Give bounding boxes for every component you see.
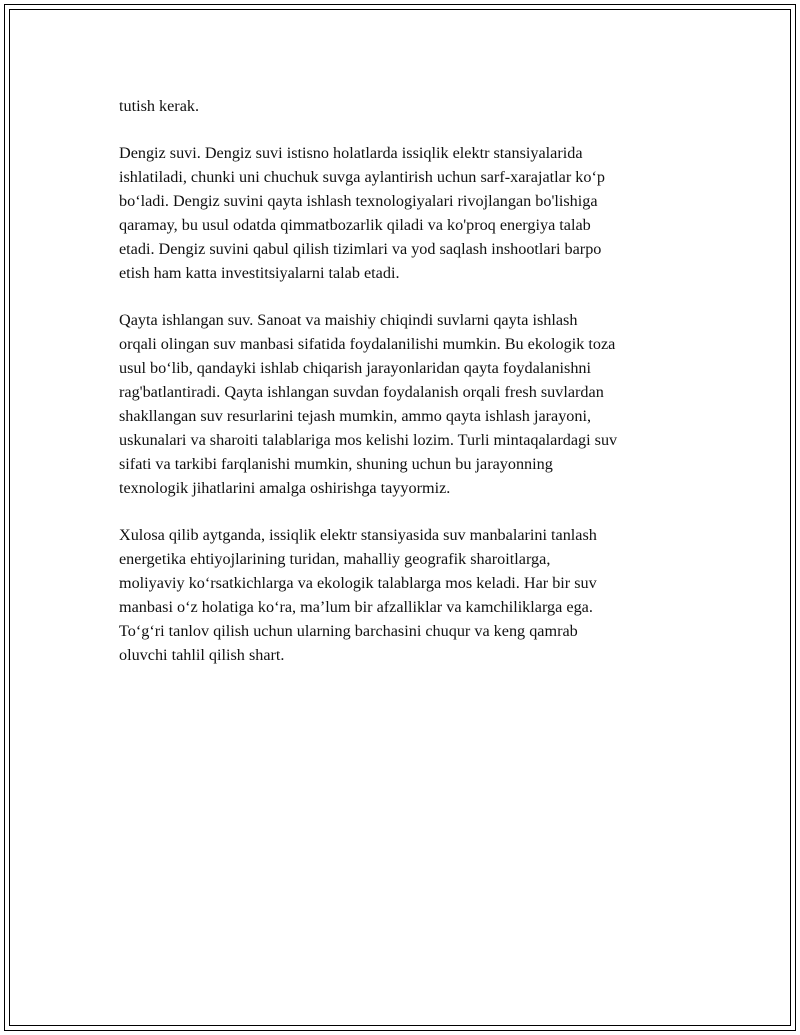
document-body <box>119 94 699 690</box>
paragraph-recycled-water: Qayta ishlangan suv. Sanoat va maishiy chiqindi suvlarni qayta ishlash orqali olingan suv manbasi sifatida foydalanilishi mumkin. Bu ekologik toza usul bo‘lib, qandayki ishlab chiqarish jarayonlaridan qayta foydalanishni rag'batlantiradi. Qayta ishlangan suvdan foydalanish orqali fresh suvlardan shakllangan suv resurlarini tejash mumkin, ammo qayta ishlash jarayoni, uskunalari va sharoiti talablariga mos kelishi lozim. Turli mintaqalardagi suv sifati va tarkibi farqlanishi mumkin, shuning uchun bu jarayonning texnologik jihatlarini amalga oshirishga tayyormiz. <box>119 311 618 497</box>
paragraph-conclusion: Xulosa qilib aytganda, issiqlik elektr stansiyasida suv manbalarini tanlash energetika ehtiyojlarining turidan, mahalliy geografik sharoitlarga, moliyaviy ko‘rsatkichlarga va ekologik talablarga mos keladi. Har bir suv manbasi o‘z holatiga ko‘ra, ma’lum bir afzalliklar va kamchiliklarga ega. To‘g‘ri tanlov qilish uchun ularning barchasini chuqur va keng qamrab oluvchi tahlil qilish shart. <box>119 526 597 664</box>
paragraph-sea-water: Dengiz suvi. Dengiz suvi istisno holatlarda issiqlik elektr stansiyalarida ishlatiladi, chunki uni chuchuk suvga aylantirish uchun sarf-xarajatlar ko‘p bo‘ladi. Dengiz suvini qayta ishlash texnologiyalari rivojlangan bo'lishiga qaramay, bu usul odatda qimmatbozarlik qiladi va ko'proq energiya talab etadi. Dengiz suvini qabul qilish tizimlari va yod saqlash inshootlari barpo etish ham katta investitsiyalarni talab etadi. <box>119 144 605 282</box>
paragraph-continuation: tutish kerak. <box>119 97 200 115</box>
document-page <box>4 4 796 1031</box>
